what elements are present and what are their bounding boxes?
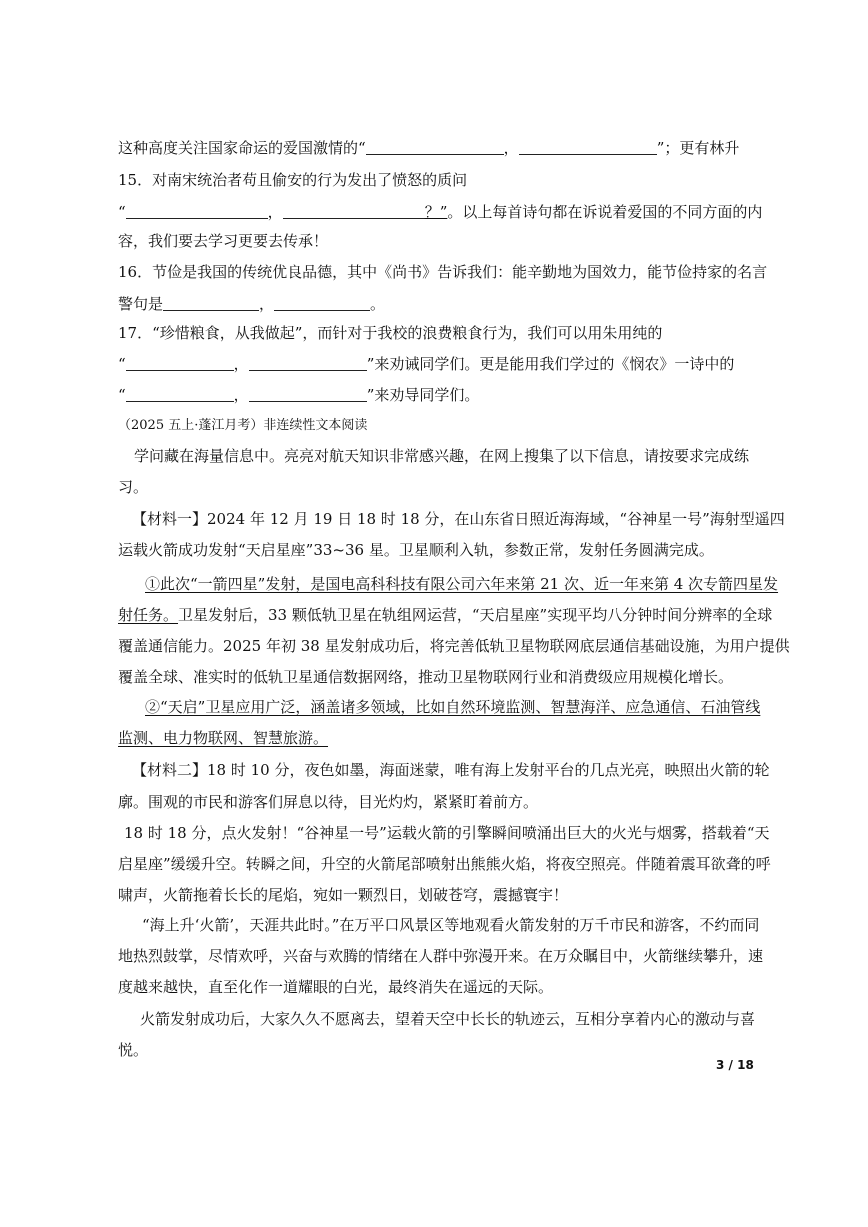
q16-line1: 16．节俭是我国的传统优良品德，其中《尚书》告诉我们：能辛勤地为国效力，能节俭持家的名言 xyxy=(118,263,768,281)
material2-p2-line2: 启星座”缓缓升空。转瞬之间，升空的火箭尾部喷射出熊熊火焰，将夜空照亮。伴随着震耳欲聋的呼 xyxy=(118,855,771,873)
period: 。 xyxy=(370,295,386,313)
answer-blank[interactable] xyxy=(163,295,259,311)
answer-blank[interactable] xyxy=(249,355,367,371)
q16-prefix: 警句是 xyxy=(118,295,164,313)
comma: ， xyxy=(259,295,275,313)
material2-p1-line2: 廓。围观的市民和游客们屏息以待，目光灼灼，紧紧盯着前方。 xyxy=(118,793,539,811)
intro-line1: 学问藏在海量信息中。亮亮对航天知识非常感兴趣，在网上搜集了以下信息，请按要求完成练 xyxy=(134,447,750,465)
intro-line2: 习。 xyxy=(118,478,149,496)
q15-line3: 容，我们要去学习更要去传承！ xyxy=(118,232,329,250)
answer-blank[interactable] xyxy=(126,386,234,402)
material2-p2-line3: 啸声，火箭拖着长长的尾焰，宛如一颗烈日，划破苍穹，震撼寰宇！ xyxy=(118,886,569,904)
q15-tail: 。以上每首诗句都在诉说着爱国的不同方面的内 xyxy=(447,203,763,221)
q14-prefix: 这种高度关注国家命运的爱国激情的“ xyxy=(118,139,366,157)
page-number: 3 / 18 xyxy=(716,1058,754,1072)
q17-line3 xyxy=(118,385,479,405)
q14-suffix: ”；更有林升 xyxy=(656,139,740,157)
material2-p3-line3: 度越来越快，直至化作一道耀眼的白光，最终消失在遥远的天际。 xyxy=(118,978,554,996)
answer-blank[interactable] xyxy=(366,139,504,155)
q17-line3-tail: ”来劝导同学们。 xyxy=(366,386,480,404)
answer-blank[interactable] xyxy=(519,139,657,155)
q17-line1: 17．“珍惜粮食，从我做起”，而针对于我校的浪费粮食行为，我们可以用朱用纯的 xyxy=(118,324,663,342)
answer-blank[interactable] xyxy=(126,203,268,219)
material2-p4-line1: 火箭发射成功后，大家久久不愿离去，望着天空中长长的轨迹云，互相分享着内心的激动与喜 xyxy=(140,1010,756,1028)
material1-p2-line3: 覆盖通信能力。2025 年初 38 星发射成功后，将完善低轨卫星物联网底层通信基础设施，为用户提供 xyxy=(118,637,790,655)
material1-p1-line2: 运载火箭成功发射“天启星座”33~36 星。卫星顺利入轨，参数正常，发射任务圆满完成。 xyxy=(118,541,714,559)
q16-line2 xyxy=(118,294,385,314)
comma: ， xyxy=(267,203,283,221)
comma: ， xyxy=(233,355,249,373)
comma: ， xyxy=(503,139,519,157)
material2-p3-line2: 地热烈鼓掌，尽情欢呼，兴奋与欢腾的情绪在人群中弥漫开来。在万众瞩目中，火箭继续攀升，速 xyxy=(118,947,764,965)
answer-blank[interactable] xyxy=(274,295,370,311)
open-quote: “ xyxy=(118,355,126,373)
q17-line2-tail: ”来劝诫同学们。更是能用我们学过的《悯农》一诗中的 xyxy=(366,355,735,373)
open-quote: “ xyxy=(118,386,126,404)
q15-line2 xyxy=(118,202,762,222)
material2-p4-line2: 悦。 xyxy=(118,1041,149,1059)
comma: ， xyxy=(233,386,249,404)
material2-p3-line1: “海上升‘火箭’，天涯共此时。”在万平口风景区等地观看火箭发射的万千市民和游客，不约而同 xyxy=(142,916,760,934)
material1-p2-line2 xyxy=(118,605,772,625)
material2-p1-line1: 【材料二】18 时 10 分，夜色如墨，海面迷蒙，唯有海上发射平台的几点光亮，映照出火箭的轮 xyxy=(132,761,770,779)
q14-line xyxy=(118,138,739,158)
answer-blank[interactable] xyxy=(283,203,425,219)
underlined-text: 射任务。 xyxy=(118,606,179,624)
material1-p2-line4: 覆盖全球、准实时的低轨卫星通信数据网络，推动卫星物联网行业和消费级应用规模化增长。 xyxy=(118,668,734,686)
body-text: 卫星发射后，33 颗低轨卫星在轨组网运营，“天启星座”实现平均八分钟时间分辨率的全球 xyxy=(178,606,773,624)
material1-p3-line2: 监测、电力物联网、智慧旅游。 xyxy=(118,729,329,747)
open-quote: “ xyxy=(118,203,126,221)
q15-line1: 15．对南宋统治者苟且偷安的行为发出了愤怒的质问 xyxy=(118,171,468,189)
q17-line2 xyxy=(118,354,734,374)
material1-p2-line1: ①此次“一箭四星”发射，是国电高科科技有限公司六年来第 21 次、近一年来第 4 次专箭四星发 xyxy=(145,575,779,593)
material1-p3-line1: ②“天启”卫星应用广泛，涵盖诸多领域，比如自然环境监测、智慧海洋、应急通信、石油管线 xyxy=(145,698,761,716)
answer-blank[interactable] xyxy=(249,386,367,402)
material2-p2-line1: 18 时 18 分，点火发射！“谷神星一号”运载火箭的引擎瞬间喷涌出巨大的火光与烟雾，搭载着“天 xyxy=(124,824,770,842)
material1-p1-line1: 【材料一】2024 年 12 月 19 日 18 时 18 分，在山东省日照近海海域，“谷神星一号”海射型遥四 xyxy=(132,510,785,528)
section-title: （2025 五上·蓬江月考）非连续性文本阅读 xyxy=(118,418,368,433)
question-mark: ？” xyxy=(424,203,448,221)
answer-blank[interactable] xyxy=(126,355,234,371)
